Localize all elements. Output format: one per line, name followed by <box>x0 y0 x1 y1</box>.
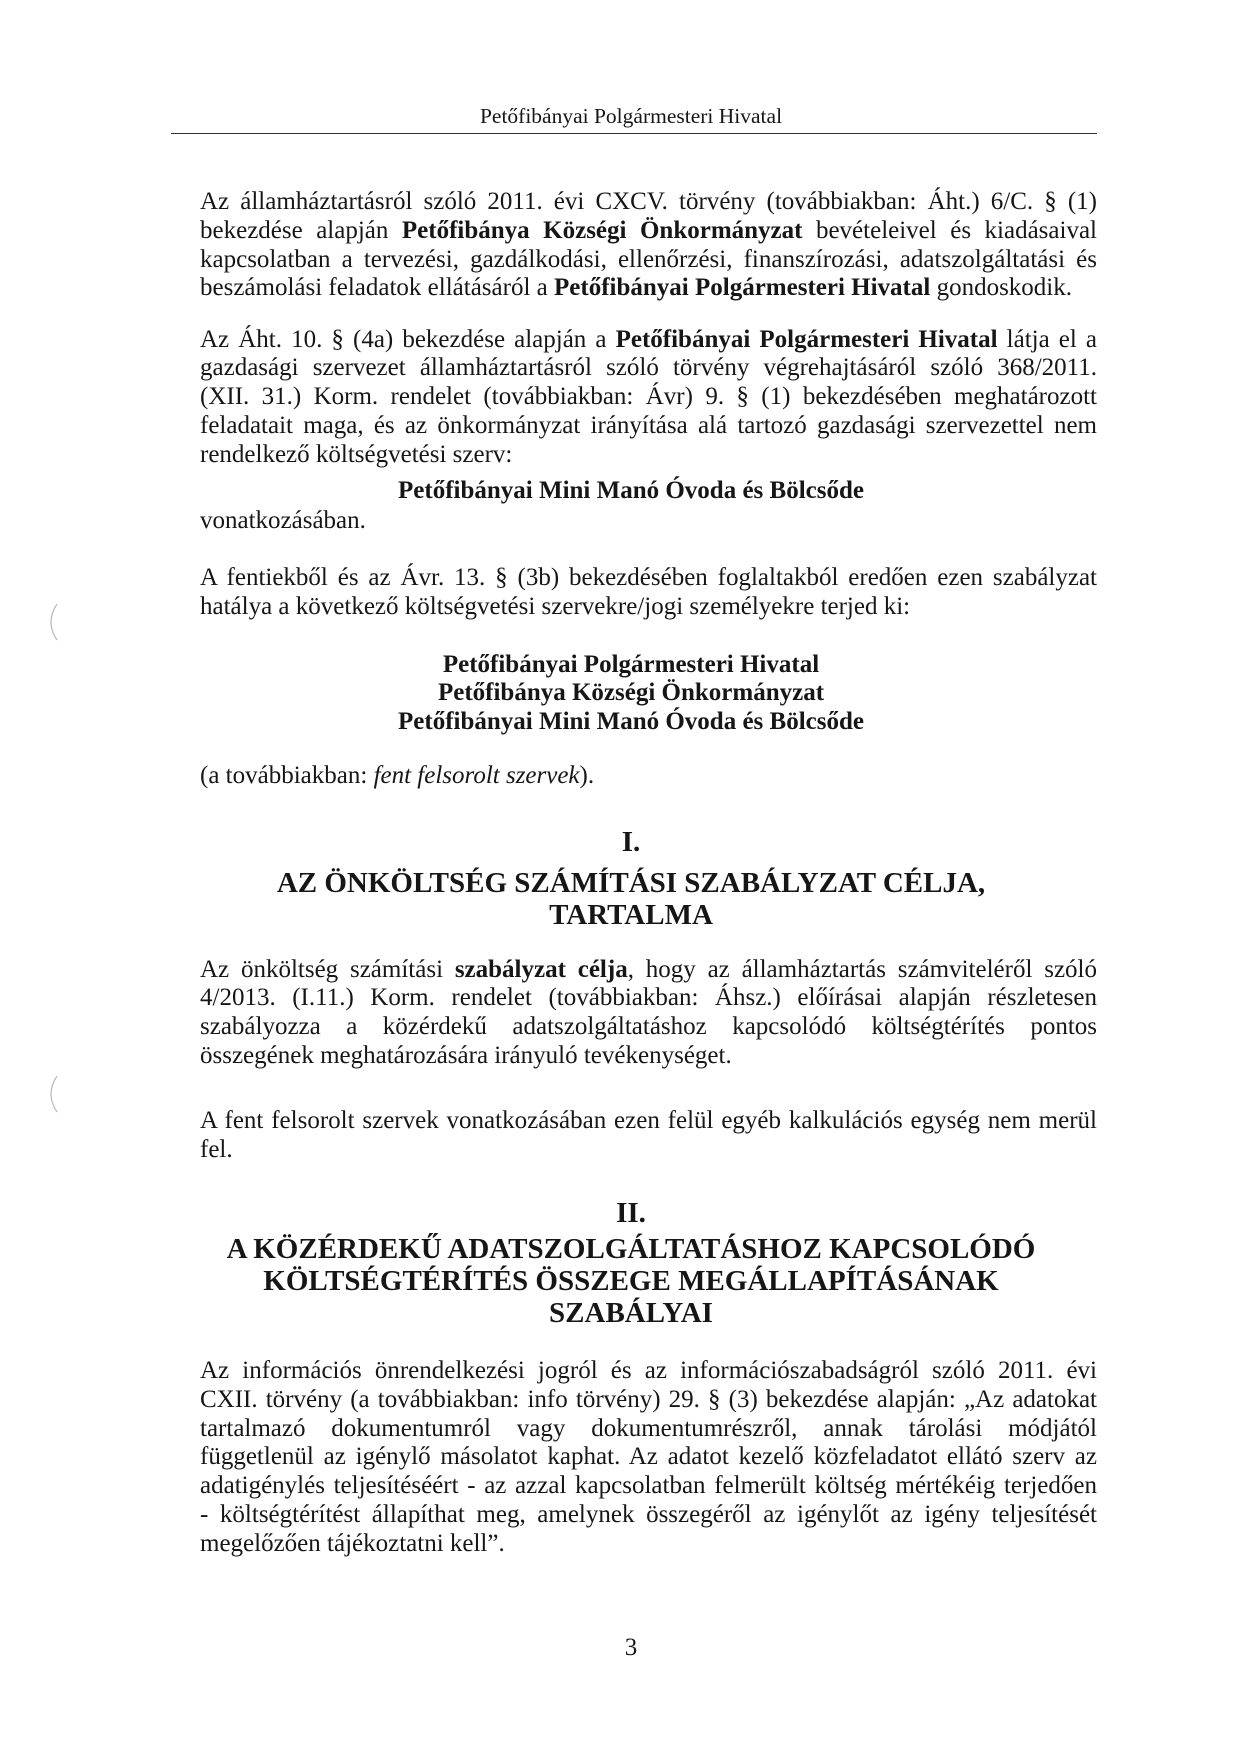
intro-paragraph <box>200 188 1097 303</box>
text-run: Az államháztartásról szóló 2011. évi CXCV. törvény (továbbiakban: Áht.) 6/C. § (1) <box>200 188 1097 215</box>
text-run: tartalmazó dokumentumról vagy dokumentumrészről, annak tárolási módjától <box>200 1414 1097 1442</box>
applicability-paragraph <box>200 564 1097 622</box>
text-run: Az Áht. 10. § (4a) bekezdése alapján a <box>200 325 616 353</box>
text-run: - költségtérítést állapíthat meg, amelynek összegéről az igénylőt az igény teljesítését <box>200 1500 1097 1528</box>
bold-text: szabályzat célja <box>454 955 628 983</box>
section-1-number <box>170 826 1092 858</box>
scope-paragraph <box>200 326 1097 470</box>
page-number <box>170 1634 1092 1663</box>
text-line <box>200 441 1097 470</box>
text-line <box>200 1107 1097 1136</box>
text-run: szabályozza a közérdekű adatszolgáltatáshoz kapcsolódó költségtérítés pontos <box>200 1013 1097 1040</box>
definition-line <box>200 762 1097 791</box>
text-line <box>200 326 1097 355</box>
text-line <box>200 383 1097 412</box>
text-run: ). <box>579 761 595 789</box>
text-run: CXII. törvény (a továbbiakban: info törvény) 29. § (3) bekezdése alapján: „Az adatokat <box>200 1385 1097 1413</box>
header-rule <box>171 133 1097 134</box>
text-run: összegének meghatározására irányuló tevékenységet. <box>200 1041 732 1069</box>
text-run: 4/2013. (I.11.) Korm. rendelet (továbbiakban: Áhsz.) előírásai alapján részletesen <box>200 984 1097 1012</box>
text-run: (XII. 31.) Korm. rendelet (továbbiakban: Ávr) 9. § (1) bekezdésében meghatározott <box>200 383 1097 410</box>
text-line <box>200 1013 1097 1042</box>
text-run: A fent felsorolt szervek vonatkozásában ezen felül egyéb kalkulációs egység nem merül <box>200 1107 1097 1134</box>
text-run: megelőzően tájékoztatni kell”. <box>200 1529 505 1557</box>
text-run: (a továbbiakban: <box>200 761 374 789</box>
text-line <box>200 1443 1097 1472</box>
punch-hole-mark <box>44 602 60 642</box>
text-line <box>200 1501 1097 1530</box>
text-line <box>200 593 1097 622</box>
page-number-text: 3 <box>624 1634 638 1661</box>
text-line: Petőfibánya Községi Önkormányzat <box>437 679 825 707</box>
text-line: vonatkozásában. <box>200 506 366 534</box>
text-line <box>200 984 1097 1013</box>
section-2-title <box>170 1233 1092 1329</box>
text-run: bekezdése alapján <box>200 216 402 244</box>
text-line <box>200 412 1097 441</box>
text-run: A fentiekből és az Ávr. 13. § (3b) bekezdésében foglaltakból eredően ezen szabályzat <box>200 564 1097 591</box>
italic-text: fent felsorolt szervek <box>373 761 580 789</box>
text-line <box>200 1386 1097 1415</box>
text-run: látja el a <box>997 325 1097 353</box>
text-line <box>200 274 1097 303</box>
text-run: bevételeivel és kiadásaival <box>802 216 1097 244</box>
section-number: I. <box>621 825 641 858</box>
section-number: II. <box>616 1197 646 1229</box>
text-line: KÖLTSÉGTÉRÍTÉS ÖSSZEGE MEGÁLLAPÍTÁSÁNAK <box>263 1265 999 1297</box>
bold-text: Petőfibányai Polgármesteri Hivatal <box>554 274 931 302</box>
text-line <box>200 354 1097 383</box>
text-line <box>200 217 1097 246</box>
text-line <box>200 1136 1097 1165</box>
text-line: SZABÁLYAI <box>549 1297 713 1329</box>
bold-text: Petőfibánya Községi Önkormányzat <box>401 216 803 244</box>
text-line: A KÖZÉRDEKŰ ADATSZOLGÁLTATÁSHOZ KAPCSOLÓDÓ <box>226 1233 1036 1265</box>
text-line <box>200 564 1097 593</box>
text-line: TARTALMA <box>549 899 713 931</box>
institution-name <box>170 477 1092 506</box>
text-line <box>200 1530 1097 1559</box>
text-run: Az önköltség számítási <box>200 955 455 983</box>
text-line: AZ ÖNKÖLTSÉG SZÁMÍTÁSI SZABÁLYZAT CÉLJA, <box>276 867 986 899</box>
text-run: függetlenül az igénylő másolatot kaphat. Az adatot kezelő közfeladatot ellátó szerv az <box>200 1443 1097 1471</box>
text-line: Petőfibányai Mini Manó Óvoda és Bölcsőde <box>398 708 864 735</box>
text-run: hatálya a következő költségvetési szervekre/jogi személyekre terjed ki: <box>200 592 911 620</box>
section-2-number <box>170 1197 1092 1229</box>
text-run: adatigénylés teljesítéséért - az azzal kapcsolatban felmerült költség mértékéig terjedően <box>200 1472 1097 1499</box>
page-header-title: Petőfibányai Polgármesteri Hivatal <box>479 104 783 128</box>
section-2-paragraph <box>200 1357 1097 1558</box>
text-line <box>200 188 1097 217</box>
section-1-paragraph <box>200 1107 1097 1165</box>
text-line <box>200 246 1097 275</box>
text-run: gondoskodik. <box>930 274 1073 302</box>
text-line <box>200 1415 1097 1444</box>
text-line: Petőfibányai Mini Manó Óvoda és Bölcsőde <box>398 477 864 504</box>
text-line <box>200 956 1097 985</box>
text-run: feladatait maga, és az önkormányzat irányítása alá tartozó gazdasági szervezettel nem <box>200 411 1097 439</box>
text-run: , hogy az államháztartás számviteléről szóló <box>627 955 1097 983</box>
text-line <box>200 762 1097 791</box>
section-1-paragraph <box>200 956 1097 1071</box>
entity-list <box>170 651 1092 737</box>
text-run: Az információs önrendelkezési jogról és az információszabadságról szóló 2011. évi <box>200 1357 1097 1384</box>
text-line <box>200 1042 1097 1071</box>
text-line: Petőfibányai Polgármesteri Hivatal <box>442 650 820 678</box>
scope-paragraph-end <box>200 507 1097 536</box>
punch-hole-mark <box>44 1074 60 1114</box>
bold-text: Petőfibányai Polgármesteri Hivatal <box>615 325 998 353</box>
text-run: gazdasági szervezet államháztartásról szóló törvény végrehajtásáról szóló 368/2011. <box>200 354 1097 382</box>
text-line <box>200 1472 1097 1501</box>
text-run: fel. <box>200 1135 233 1163</box>
text-run: rendelkező költségvetési szerv: <box>200 440 513 468</box>
text-run: kapcsolatban a tervezési, gazdálkodási, ellenőrzési, finanszírozási, adatszolgáltatási és <box>200 245 1097 273</box>
text-run: beszámolási feladatok ellátásáról a <box>200 274 555 302</box>
text-line <box>200 1357 1097 1386</box>
section-1-title <box>170 867 1092 931</box>
